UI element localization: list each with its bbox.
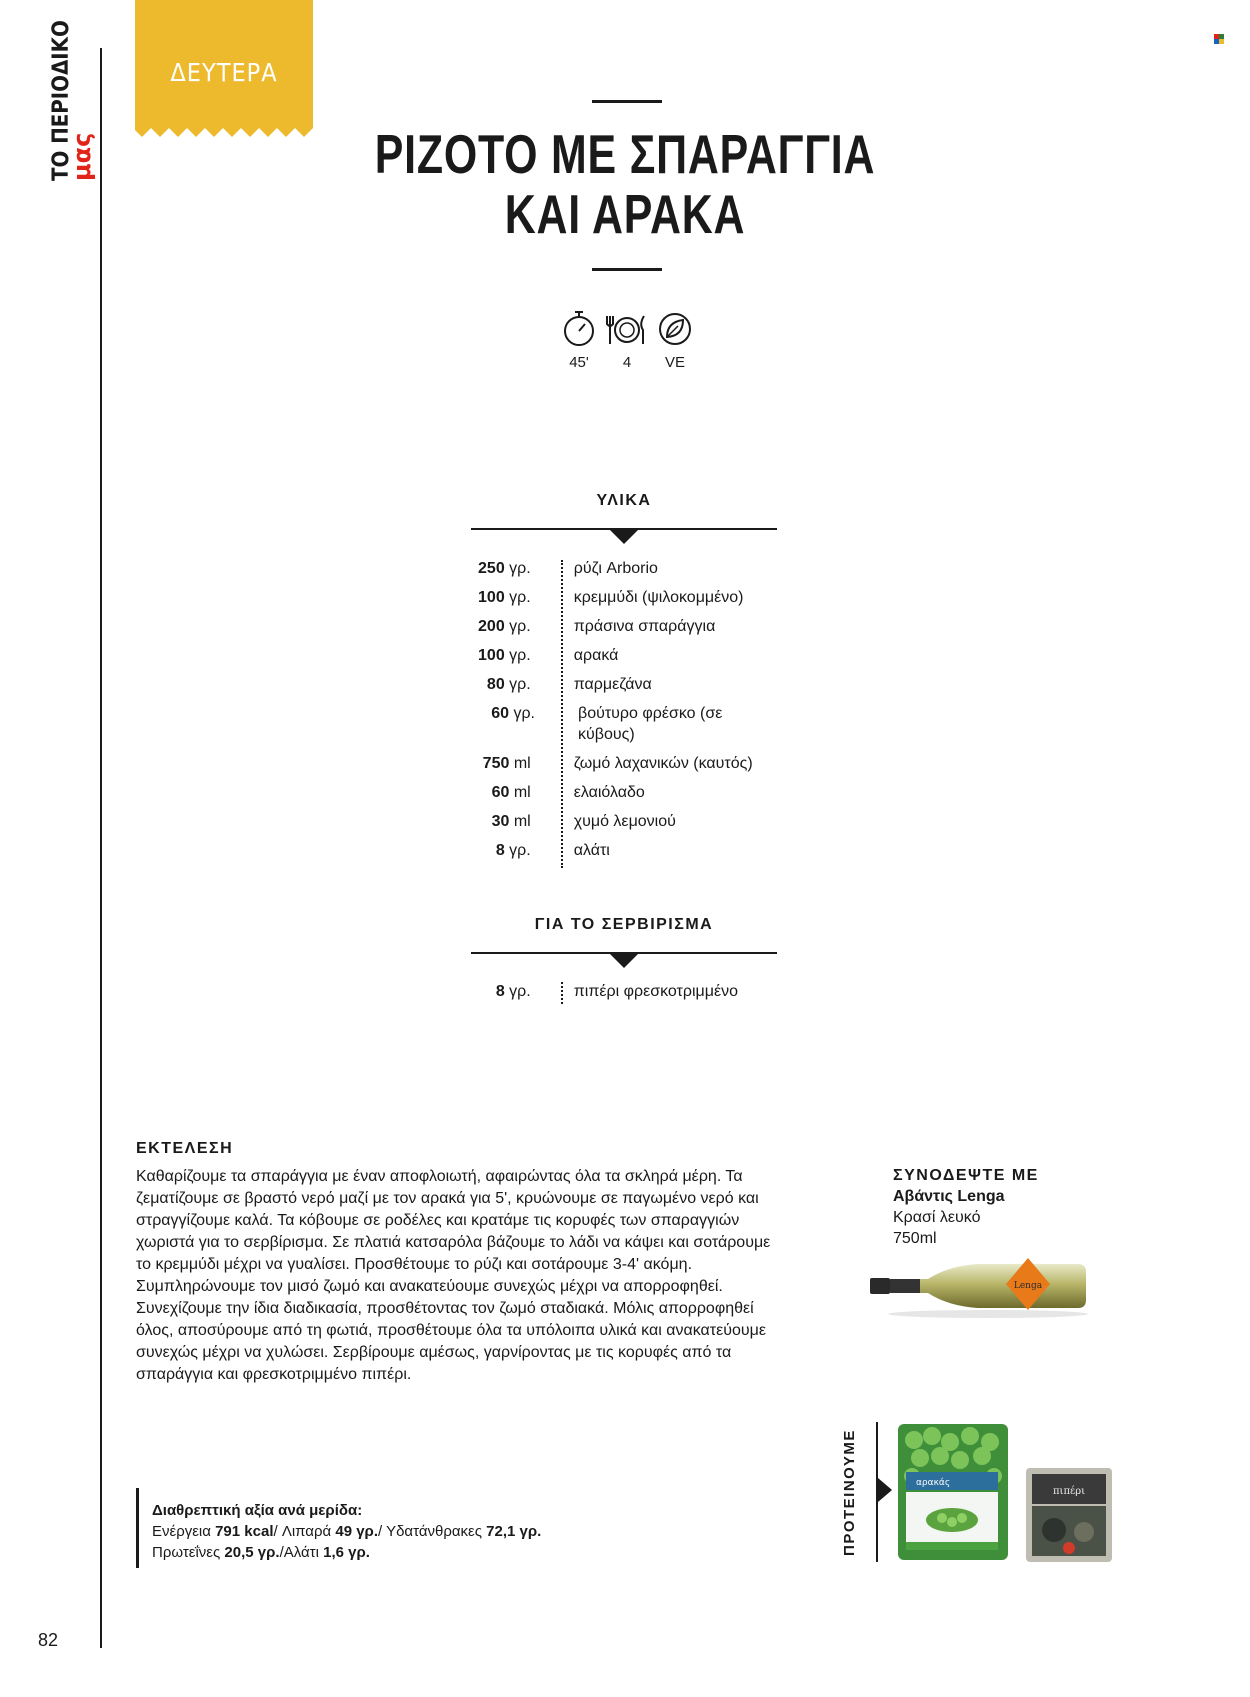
day-label: ΔΕΥΤΕΡΑ (170, 58, 278, 87)
pairing-heading: ΣΥΝΟΔΕΨΤΕ ΜΕ (893, 1167, 1039, 1184)
recommend-label (836, 1420, 860, 1556)
wine-type: Κρασί λευκό (893, 1209, 981, 1226)
color-mark-icon (1214, 34, 1224, 44)
wine-bottle-image (868, 1252, 1088, 1320)
servings: 4 (622, 354, 632, 371)
pepper-label: πιπέρι (1052, 1486, 1086, 1497)
ingredients-arrow-icon (609, 529, 639, 544)
page-number: 82 (38, 1630, 59, 1650)
serving-heading: ΓΙΑ ΤΟ ΣΕΡΒΙΡΙΣΜΑ (534, 916, 714, 933)
ingredients-heading: ΥΛΙΚΑ (596, 492, 652, 509)
magazine-logo (20, 20, 96, 181)
product-pepper-image (1024, 1466, 1114, 1564)
list-item: 100 γρ. κρεμμύδι (ψιλοκομμένο) (478, 589, 744, 606)
recipe-title (372, 124, 879, 244)
nutrition-heading: Διαθρεπτική αξία ανά μερίδα: (152, 1502, 363, 1519)
stopwatch-icon (561, 310, 597, 348)
recommend-arrow-icon (878, 1478, 892, 1502)
leaf-icon (657, 310, 693, 348)
method-text: Καθαρίζουμε τα σπαράγγια με έναν αποφλοιωτή, αφαιρώντας όλα τα σκληρά μέρη. Τα ζεματίζουμε σε βραστό νερό μαζί με τον αρακά για 5', κρυώνουμε σε παγωμένο νερό και στραγγίζουμε καλά. Τα κόβουμε σε ροδέλες και κρατάμε τις κορυφές των σπαραγγιών χωριστά για το σερβίρισμα. Σε πλατιά κατσαρόλα βάζουμε το λάδι να κάψει και σοτάρουμε το κρεμμύδι μέχρι να γυαλίσει. Προσθέτουμε το ρύζι και σοτάρουμε 3-4' ακόμη. Συμπληρώνουμε τον μισό ζωμό και ανακατεύουμε συνεχώς μέχρι να απορροφηθεί. Συνεχίζουμε την ίδια διαδικασία, προσθέτοντας τον ζωμό σταδιακά. Μόλις απορροφηθεί όλος, αποσύρουμε από τη φωτιά, προσθέτουμε όλα τα υπόλοιπα υλικά και ανακατεύουμε συνεχώς μέχρι να χυλώσει. Σερβίρουμε αμέσως, γαρνίροντας με τις κορυφές από τα σπαράγγια και φρεσκοτριμμένο πιπέρι. (136, 1168, 771, 1383)
title-line-2: ΚΑΙ ΑΡΑΚΑ (504, 183, 746, 245)
list-item: 8 γρ. αλάτι (495, 842, 610, 859)
method-heading: ΕΚΤΕΛΕΣΗ (136, 1140, 234, 1157)
nutrition-info: Διαθρεπτική αξία ανά μερίδα: Ενέργεια 791 kcal/ Λιπαρά 49 γρ./ Υδατάνθρακες 72,1 γρ. Πρωτεΐνες 20,5 γρ./Αλάτι 1,6 γρ. (152, 1502, 542, 1561)
list-item: 200 γρ. πράσινα σπαράγγια (478, 618, 716, 635)
serving-arrow-icon (609, 953, 639, 968)
list-item: 100 γρ. αρακά (478, 647, 619, 664)
bottle-label-text: Lenga (1013, 1281, 1043, 1291)
logo-line1: ΤΟ ΠΕΡΙΟΔΙΚΟ (49, 20, 74, 181)
title-rule-top (592, 100, 662, 103)
wine-pairing (893, 1165, 1153, 1249)
ingredients-list (460, 558, 800, 869)
logo-line2: μας (68, 132, 96, 181)
list-item: 80 γρ. παρμεζάνα (486, 676, 652, 693)
prep-time: 45' (569, 354, 589, 371)
title-line-1: ΡΙΖΟΤΟ ΜΕ ΣΠΑΡΑΓΓΙΑ (374, 123, 876, 185)
list-item: 750 ml ζωμό λαχανικών (καυτός) (482, 755, 753, 772)
wine-volume: 750ml (893, 1230, 937, 1247)
plate-cutlery-icon (606, 310, 648, 348)
wine-name: Αβάντις Lenga (893, 1188, 1005, 1205)
list-item: 30 ml χυμό λεμονιού (491, 813, 676, 830)
peas-label: αρακάς (916, 1478, 951, 1488)
serving-list (460, 981, 800, 1010)
list-item: 250 γρ. ρύζι Arborio (478, 560, 658, 577)
title-rule-bottom (592, 268, 662, 271)
list-item: 60 ml ελαιόλαδο (491, 784, 645, 801)
list-item: 8 γρ. πιπέρι φρεσκοτριμμένο (495, 983, 738, 1000)
margin-rule (100, 48, 102, 1648)
diet-label: VE (664, 354, 685, 371)
list-item: 60 γρ. βούτυρο φρέσκο (σε κύβους) (491, 705, 723, 743)
product-peas-image (896, 1422, 1010, 1562)
recommend-text: ΠΡΟΤΕΙΝΟΥΜΕ (841, 1429, 858, 1556)
nutrition-bar (136, 1488, 139, 1568)
